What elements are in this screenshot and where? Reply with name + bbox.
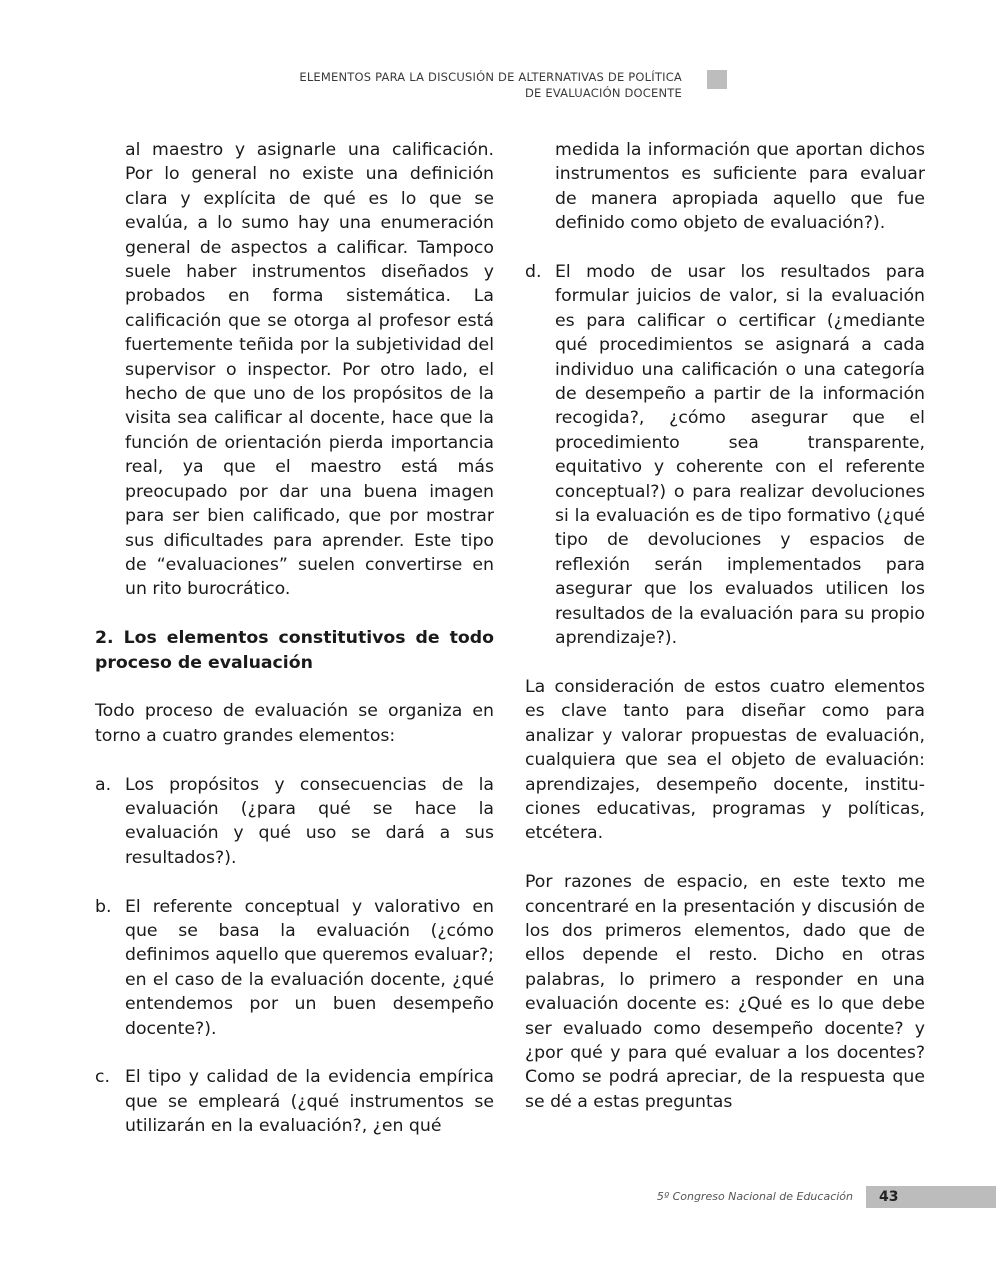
page-number: 43 (879, 1189, 899, 1205)
running-header-line-2: DE EVALUACIÓN DOCENTE (525, 86, 682, 100)
section-heading: 2. Los elementos constitutivos de todo proceso de evaluación (95, 628, 494, 673)
footer-congress-label: 5º Congreso Nacional de Educación (656, 1190, 853, 1203)
header-square-mark (707, 70, 727, 89)
list-item-c (95, 1065, 494, 1138)
list-item-text: El modo de usar los resultados para formular juicios de valor, si la evaluación es para calificar o certificar (¿mediante qué procedimientos se asignará a cada individuo una calificación o una categoría de desempeño a partir de la información recogida?, ¿cómo asegurar que el procedimiento sea transparente, equitativo y coherente con el referente conceptual?) o para realizar devoluciones si la evaluación es de tipo formativo (¿qué tipo de devoluciones y espacios de reflexión serán implementados para asegurar que los evaluados utilicen los resultados de la evaluación para su propio aprendizaje?). (555, 262, 925, 649)
running-header (299, 69, 682, 101)
paragraph-considerations: La consideración de estos cuatro elementos es clave tanto para diseñar como para analizar y valorar propuestas de evaluación, cualquiera que sea el objeto de evaluación: aprendizajes, desempeño docente, institu-ciones educativas, programas y políticas, etcétera. (525, 676, 925, 844)
paragraph-space-reasons: Por razones de espacio, en este texto me concentraré en la presentación y discusión de los dos primeros elementos, dado que de ellos depende el resto. Dicho en otras palabras, lo primero a responder en una evaluación docente es: ¿Qué es lo que debe ser evaluado como desempeño docente? y ¿por qué y para qué evaluar a los docentes? Como se podrá apreciar, de la respuesta que se dé a estas preguntas (525, 872, 925, 1112)
list-item-text: El referente conceptual y valorativo en que se basa la evaluación (¿cómo definimos aquello que queremos evaluar?; en el caso de la evaluación docente, ¿qué entendemos por un buen desempeño docente?). (125, 896, 494, 1039)
running-header-line-1: ELEMENTOS PARA LA DISCUSIÓN DE ALTERNATIVAS DE POLÍTICA (299, 70, 682, 84)
list-item-a (95, 773, 494, 871)
right-continuation-paragraph: medida la información que aportan dichos instrumentos es suficiente para evaluar de manera apropiada aquello que fue definido como objeto de evaluación?). (555, 140, 925, 234)
list-marker: b. (95, 896, 112, 917)
list-item-b (95, 895, 494, 1041)
list-marker: d. (525, 262, 542, 283)
list-item-text: El tipo y calidad de la evidencia empírica que se empleará (¿qué instrumentos se utilizarán en la evaluación?, ¿en qué (125, 1067, 494, 1137)
left-continuation-paragraph: al maestro y asignarle una calificación. Por lo general no existe una definición clara y explícita de qué es lo que se evalúa, a lo sumo hay una enumeración general de aspectos a calificar. Tampoco suele haber instrumentos diseñados y probados en forma sistemática. La calificación que se otorga al profesor está fuertemente teñida por la subjetividad del supervisor o inspector. Por otro lado, el hecho de que uno de los propósitos de la visita sea calificar al docente, hace que la función de orientación pierda importancia real, ya que el maestro está más preocupado por dar una buena imagen para ser bien calificado, que por mostrar sus dificultades para aprender. Este tipo de “evaluaciones” suelen convertirse en un rito burocrático. (125, 140, 494, 600)
list-marker: c. (95, 1067, 110, 1088)
list-item-text: Los propósitos y consecuencias de la evaluación (¿para qué se hace la evaluación y qué uso se dará a sus resultados?). (125, 774, 494, 868)
list-item-d (525, 260, 925, 651)
left-column (95, 138, 494, 1139)
right-column (525, 138, 925, 1114)
intro-paragraph: Todo proceso de evaluación se organiza en torno a cuatro grandes elementos: (95, 701, 494, 746)
list-marker: a. (95, 774, 112, 795)
